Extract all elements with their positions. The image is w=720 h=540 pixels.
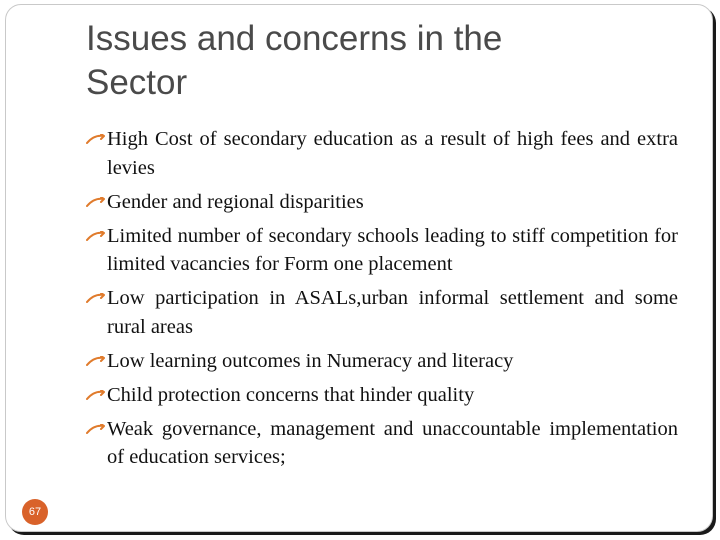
bullet-text: Limited number of secondary schools leading to stiff competition for limited vacancies for Form one placement <box>107 224 678 275</box>
bullet-text: Low learning outcomes in Numeracy and literacy <box>107 349 514 372</box>
swoosh-arrow-icon <box>86 424 106 436</box>
swoosh-arrow-icon <box>86 390 106 402</box>
swoosh-arrow-icon <box>86 134 106 146</box>
bullet-item <box>86 125 678 182</box>
bullet-item <box>86 188 678 217</box>
bullet-text: Gender and regional disparities <box>107 190 364 213</box>
page-number-badge: 67 <box>22 499 48 525</box>
slide-title-line-1: Issues and concerns in the <box>86 19 503 58</box>
bullet-item <box>86 381 678 410</box>
bullet-text: Child protection concerns that hinder quality <box>107 383 475 406</box>
bullet-item <box>86 222 678 279</box>
swoosh-arrow-icon <box>86 197 106 209</box>
slide-frame <box>5 4 713 532</box>
slide-title-line-2: Sector <box>86 63 188 102</box>
bullet-item <box>86 347 678 376</box>
bullet-text: Low participation in ASALs,urban informal settlement and some rural areas <box>107 287 678 338</box>
bullet-text: High Cost of secondary education as a result of high fees and extra levies <box>107 128 678 179</box>
bullet-item <box>86 284 678 341</box>
bullet-list <box>86 125 678 477</box>
bullet-text: Weak governance, management and unaccountable implementation of education services; <box>107 417 678 468</box>
bullet-item <box>86 415 678 472</box>
swoosh-arrow-icon <box>86 356 106 368</box>
slide-title <box>86 17 686 105</box>
swoosh-arrow-icon <box>86 293 106 305</box>
swoosh-arrow-icon <box>86 231 106 243</box>
